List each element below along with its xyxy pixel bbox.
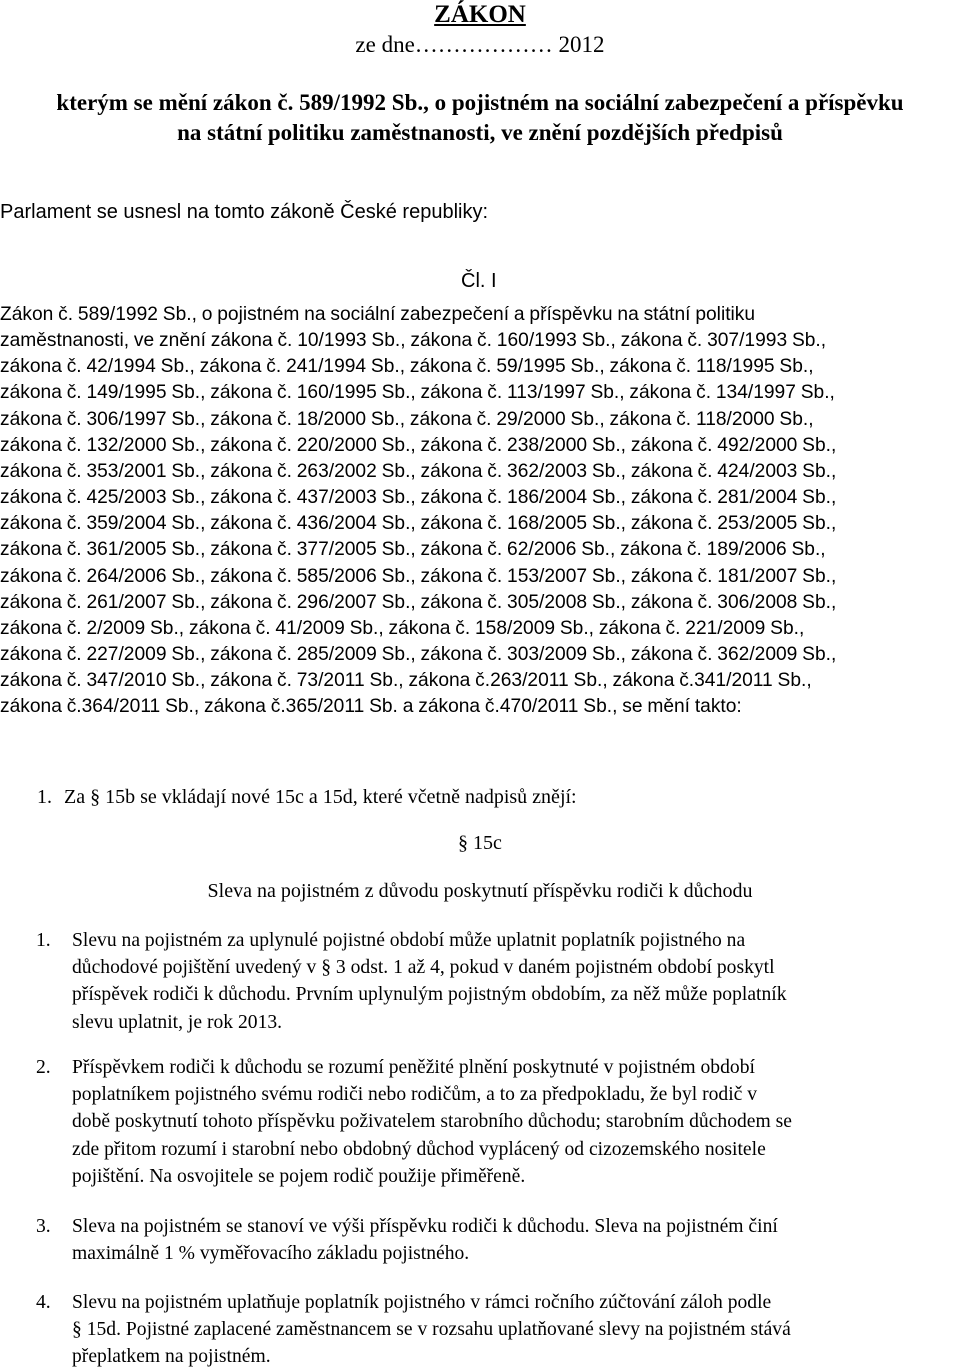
paragraph-line: maximálně 1 % vyměřovacího základu pojistného. — [72, 1243, 470, 1265]
intro-line: zákona č. 347/2010 Sb., zákona č. 73/2011 Sb., zákona č.263/2011 Sb., zákona č.341/2011 Sb., — [0, 670, 812, 692]
section-mark: § 15c — [458, 832, 502, 854]
paragraph-number: 3. — [36, 1216, 51, 1237]
point-number: 1. — [37, 786, 52, 808]
intro-line: zákona č. 425/2003 Sb., zákona č. 437/2003 Sb., zákona č. 186/2004 Sb., zákona č. 281/2004 Sb., — [0, 487, 837, 509]
paragraph-number: 4. — [36, 1292, 51, 1313]
intro-line: zákona č. 264/2006 Sb., zákona č. 585/2006 Sb., zákona č. 153/2007 Sb., zákona č. 181/2007 Sb., — [0, 565, 837, 587]
intro-line: zákona č. 353/2001 Sb., zákona č. 263/2002 Sb., zákona č. 362/2003 Sb., zákona č. 424/2003 Sb., — [0, 460, 837, 482]
paragraph-line: příspěvek rodiči k důchodu. Prvním uplynulým pojistným obdobím, za něž může poplatník — [72, 984, 787, 1006]
paragraph-line: slevu uplatnit, je rok 2013. — [72, 1011, 283, 1033]
paragraph-body — [72, 1213, 957, 1267]
point-text: Za § 15b se vkládají nové 15c a 15d, které včetně nadpisů znějí: — [64, 786, 577, 808]
intro-line: zákona č. 261/2007 Sb., zákona č. 296/2007 Sb., zákona č. 305/2008 Sb., zákona č. 306/2008 Sb., — [0, 591, 837, 613]
paragraph-line: Sleva na pojistném se stanoví ve výši příspěvku rodiči k důchodu. Sleva na pojistném činí — [72, 1216, 778, 1237]
subject-line: kterým se mění zákon č. 589/1992 Sb., o pojistném na sociální zabezpečení a příspěvku — [56, 90, 904, 115]
intro-line: zákona č. 132/2000 Sb., zákona č. 220/2000 Sb., zákona č. 238/2000 Sb., zákona č. 492/2000 Sb., — [0, 434, 837, 456]
intro-line: zákona č. 306/1997 Sb., zákona č. 18/2000 Sb., zákona č. 29/2000 Sb., zákona č. 118/2000 Sb., — [0, 408, 814, 430]
document-subject — [0, 88, 960, 148]
article-number: Čl. I — [461, 270, 497, 292]
paragraph-line: pojištění. Na osvojitele se pojem rodič použije přiměřeně. — [72, 1165, 526, 1187]
paragraph-line: Slevu na pojistném za uplynulé pojistné období může uplatnit poplatník pojistného na — [72, 930, 746, 951]
paragraph-line: přeplatkem na pojistném. — [72, 1346, 271, 1368]
preamble: Parlament se usnesl na tomto zákoně České republiky: — [0, 201, 489, 223]
document-title: ZÁKON — [434, 1, 526, 28]
subject-line: na státní politiku zaměstnanosti, ve znění pozdějších předpisů — [177, 120, 783, 145]
intro-line: zákona č. 227/2009 Sb., zákona č. 285/2009 Sb., zákona č. 303/2009 Sb., zákona č. 362/2009 Sb., — [0, 644, 837, 666]
paragraph-line: zde přitom rozumí i starobní nebo obdobný důchod vyplácený od cizozemského nositele — [72, 1138, 766, 1160]
section-title: Sleva na pojistném z důvodu poskytnutí příspěvku rodiči k důchodu — [207, 880, 753, 902]
paragraph-number: 1. — [36, 930, 51, 951]
paragraph-number: 2. — [36, 1057, 51, 1078]
paragraph-line: době poskytnutí tohoto příspěvku poživatelem starobního důchodu; starobním důchodem se — [72, 1111, 792, 1133]
paragraph-line: poplatníkem pojistného svému rodiči nebo rodičům, a to za předpokladu, že byl rodič v — [72, 1084, 758, 1106]
document-date: ze dne……………… 2012 — [355, 32, 605, 57]
intro-line: Zákon č. 589/1992 Sb., o pojistném na sociální zabezpečení a příspěvku na státní politiku — [0, 304, 756, 325]
paragraph-line: § 15d. Pojistné zaplacené zaměstnancem se v rozsahu uplatňované slevy na pojistném stává — [72, 1319, 791, 1341]
paragraph-line: Příspěvkem rodiči k důchodu se rozumí peněžité plnění poskytnuté v pojistném období — [72, 1057, 755, 1078]
intro-line: zákona č. 42/1994 Sb., zákona č. 241/1994 Sb., zákona č. 59/1995 Sb., zákona č. 118/1995 Sb., — [0, 356, 814, 378]
intro-line: zákona č. 2/2009 Sb., zákona č. 41/2009 Sb., zákona č. 158/2009 Sb., zákona č. 221/2009 Sb., — [0, 617, 805, 639]
paragraph-body — [72, 1289, 957, 1371]
intro-line: zákona č. 359/2004 Sb., zákona č. 436/2004 Sb., zákona č. 168/2005 Sb., zákona č. 253/2005 Sb., — [0, 513, 837, 535]
intro-line: zaměstnanosti, ve znění zákona č. 10/1993 Sb., zákona č. 160/1993 Sb., zákona č. 307/1993 Sb., — [0, 330, 827, 352]
paragraph-line: Slevu na pojistném uplatňuje poplatník pojistného v rámci ročního zúčtování záloh podle — [72, 1292, 772, 1313]
paragraph-line: důchodové pojištění uvedený v § 3 odst. 1 až 4, pokud v daném pojistném období poskytl — [72, 957, 775, 979]
article-intro — [0, 302, 955, 721]
intro-line: zákona č. 361/2005 Sb., zákona č. 377/2005 Sb., zákona č. 62/2006 Sb., zákona č. 189/2006 Sb., — [0, 539, 826, 561]
paragraph-body — [72, 1054, 957, 1190]
intro-line: zákona č.364/2011 Sb., zákona č.365/2011 Sb. a zákona č.470/2011 Sb., se mění takto: — [0, 696, 742, 718]
paragraph-body — [72, 927, 957, 1036]
intro-line: zákona č. 149/1995 Sb., zákona č. 160/1995 Sb., zákona č. 113/1997 Sb., zákona č. 134/1997 Sb., — [0, 382, 835, 404]
